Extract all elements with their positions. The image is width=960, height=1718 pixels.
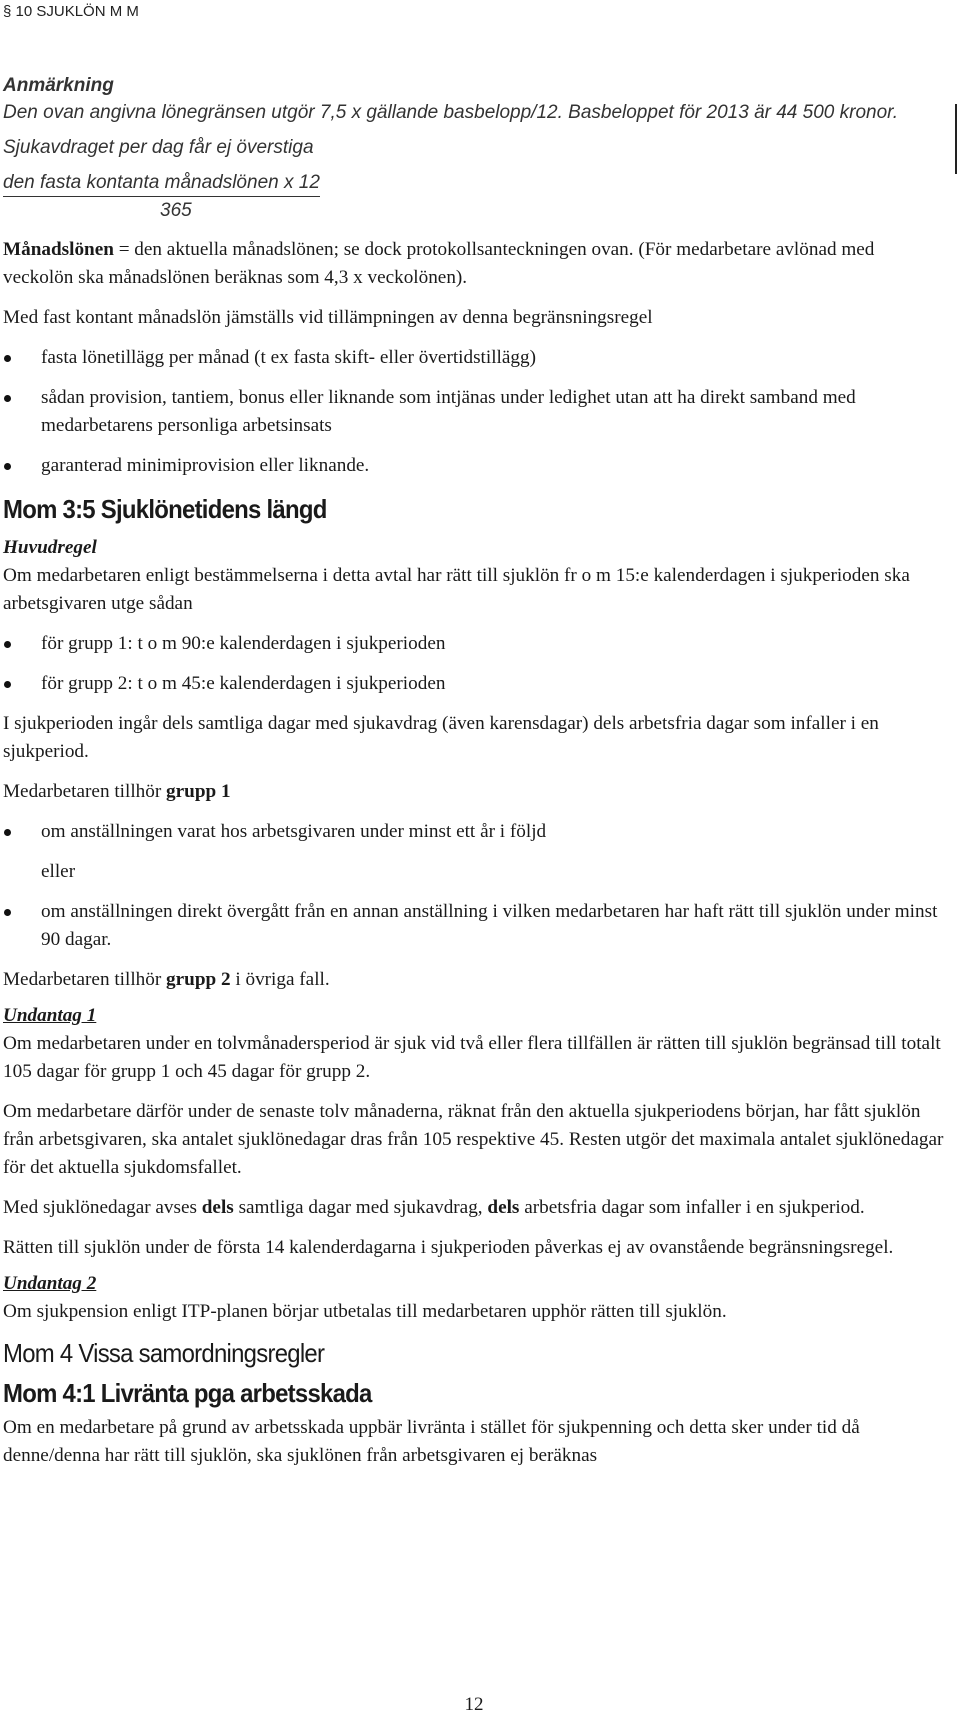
- bullet-icon: [4, 829, 11, 836]
- undantag2-text: Om sjukpension enligt ITP-planen börjar utbetalas till medarbetaren upphör rätten till sjuklön.: [3, 1301, 727, 1322]
- list-item: sådan provision, tantiem, bonus eller liknande som intjänas under ledighet utan att ha direkt samband med medarbetarens personliga arbetsinsats: [3, 384, 948, 440]
- fraction-numerator: den fasta kontanta månadslönen x 12: [3, 169, 320, 197]
- list-item: för grupp 1: t o m 90:e kalenderdagen i sjukperioden: [3, 630, 948, 658]
- change-bar: [955, 104, 957, 174]
- anmarkning-text: Den ovan angivna lönegränsen utgör 7,5 x gällande basbelopp/12. Basbeloppet för 2013 är 44 500 kronor.: [3, 102, 899, 123]
- sjukavdrag-text: Sjukavdraget per dag får ej överstiga: [3, 137, 314, 158]
- huvudregel-text: Om medarbetaren enligt bestämmelserna i detta avtal har rätt till sjuklön fr o m 15:e kalenderdagen i sjukperioden ska arbetsgivaren utge sådan: [3, 565, 910, 614]
- manadslonen-paragraph: [3, 236, 948, 292]
- grupp1-list-b: [3, 898, 948, 954]
- sjukperiod-text: I sjukperioden ingår dels samtliga dagar med sjukavdrag (även karensdagar) dels arbetsfria dagar som infaller i en sjukperiod.: [3, 713, 879, 762]
- undantag1-p1: Om medarbetaren under en tolvmånadersperiod är sjuk vid två eller flera tillfällen är rätten till sjuklön begränsad till totalt 105 dagar för grupp 1 och 45 dagar för grupp 2.: [3, 1033, 941, 1082]
- undantag1-p4: Rätten till sjuklön under de första 14 kalenderdagarna i sjukperioden påverkas ej av ovanstående begränsningsregel.: [3, 1237, 894, 1258]
- grupp2-line: Medarbetaren tillhör grupp 2 i övriga fall.: [3, 969, 330, 990]
- undantag1-p2: Om medarbetare därför under de senaste tolv månaderna, räknat från den aktuella sjukperiodens början, har fått sjuklön från arbetsgivaren, ska antalet sjuklönedagar dras från 105 respektive 45. Resten utgör det maximala antalet sjuklönedagar för det aktuella sjukdomsfallet.: [3, 1101, 944, 1178]
- anmarkning-title: Anmärkning: [3, 75, 114, 96]
- grupp-list: [3, 630, 948, 698]
- manadslonen-term: Månadslönen: [3, 239, 114, 260]
- fast-lon-list: [3, 344, 948, 480]
- eller-text: eller: [41, 861, 76, 882]
- grupp1-list-a: [3, 818, 948, 846]
- huvudregel-title: Huvudregel: [3, 537, 97, 558]
- list-item: garanterad minimiprovision eller liknande.: [3, 452, 948, 480]
- page-number: 12: [464, 1694, 484, 1715]
- bullet-icon: [4, 909, 11, 916]
- running-head: § 10 SJUKLÖN M M: [3, 3, 139, 20]
- list-item: för grupp 2: t o m 45:e kalenderdagen i sjukperioden: [3, 670, 948, 698]
- bullet-icon: [4, 395, 11, 402]
- list-item: om anställningen varat hos arbetsgivaren under minst ett år i följd: [3, 818, 948, 846]
- undantag2-title: Undantag 2: [3, 1273, 97, 1294]
- grupp1-line: Medarbetaren tillhör grupp 1: [3, 781, 231, 802]
- list-item: fasta lönetillägg per månad (t ex fasta skift- eller övertidstillägg): [3, 344, 948, 372]
- bullet-icon: [4, 641, 11, 648]
- bullet-icon: [4, 355, 11, 362]
- fraction-denominator: 365: [160, 200, 192, 221]
- fast-lon-intro: Med fast kontant månadslön jämställs vid tillämpningen av denna begränsningsregel: [3, 307, 653, 328]
- undantag1-p3: Med sjuklönedagar avses dels samtliga dagar med sjukavdrag, dels arbetsfria dagar som infaller i en sjukperiod.: [3, 1197, 865, 1218]
- bullet-icon: [4, 681, 11, 688]
- section-heading-mom35: Mom 3:5 Sjuklönetidens längd: [3, 494, 327, 524]
- bullet-icon: [4, 463, 11, 470]
- page-content: [3, 72, 948, 1470]
- mom41-text: Om en medarbetare på grund av arbetsskada uppbär livränta i stället för sjukpenning och detta sker under tid då denne/denna har rätt till sjuklön, ska sjuklönen från arbetsgivaren ej beräknas: [3, 1417, 860, 1466]
- manadslonen-text: = den aktuella månadslönen; se dock protokollsanteckningen ovan. (För medarbetare avlönad med veckolön ska månadslönen beräknas som 4,3 x veckolönen).: [3, 239, 875, 288]
- section-heading-mom4: Mom 4 Vissa samordningsregler: [3, 1338, 325, 1368]
- undantag1-title: Undantag 1: [3, 1005, 97, 1026]
- list-item: om anställningen direkt övergått från en annan anställning i vilken medarbetaren har haft rätt till sjuklön under minst 90 dagar.: [3, 898, 948, 954]
- fraction: [3, 169, 948, 197]
- section-heading-mom41: Mom 4:1 Livränta pga arbetsskada: [3, 1378, 372, 1408]
